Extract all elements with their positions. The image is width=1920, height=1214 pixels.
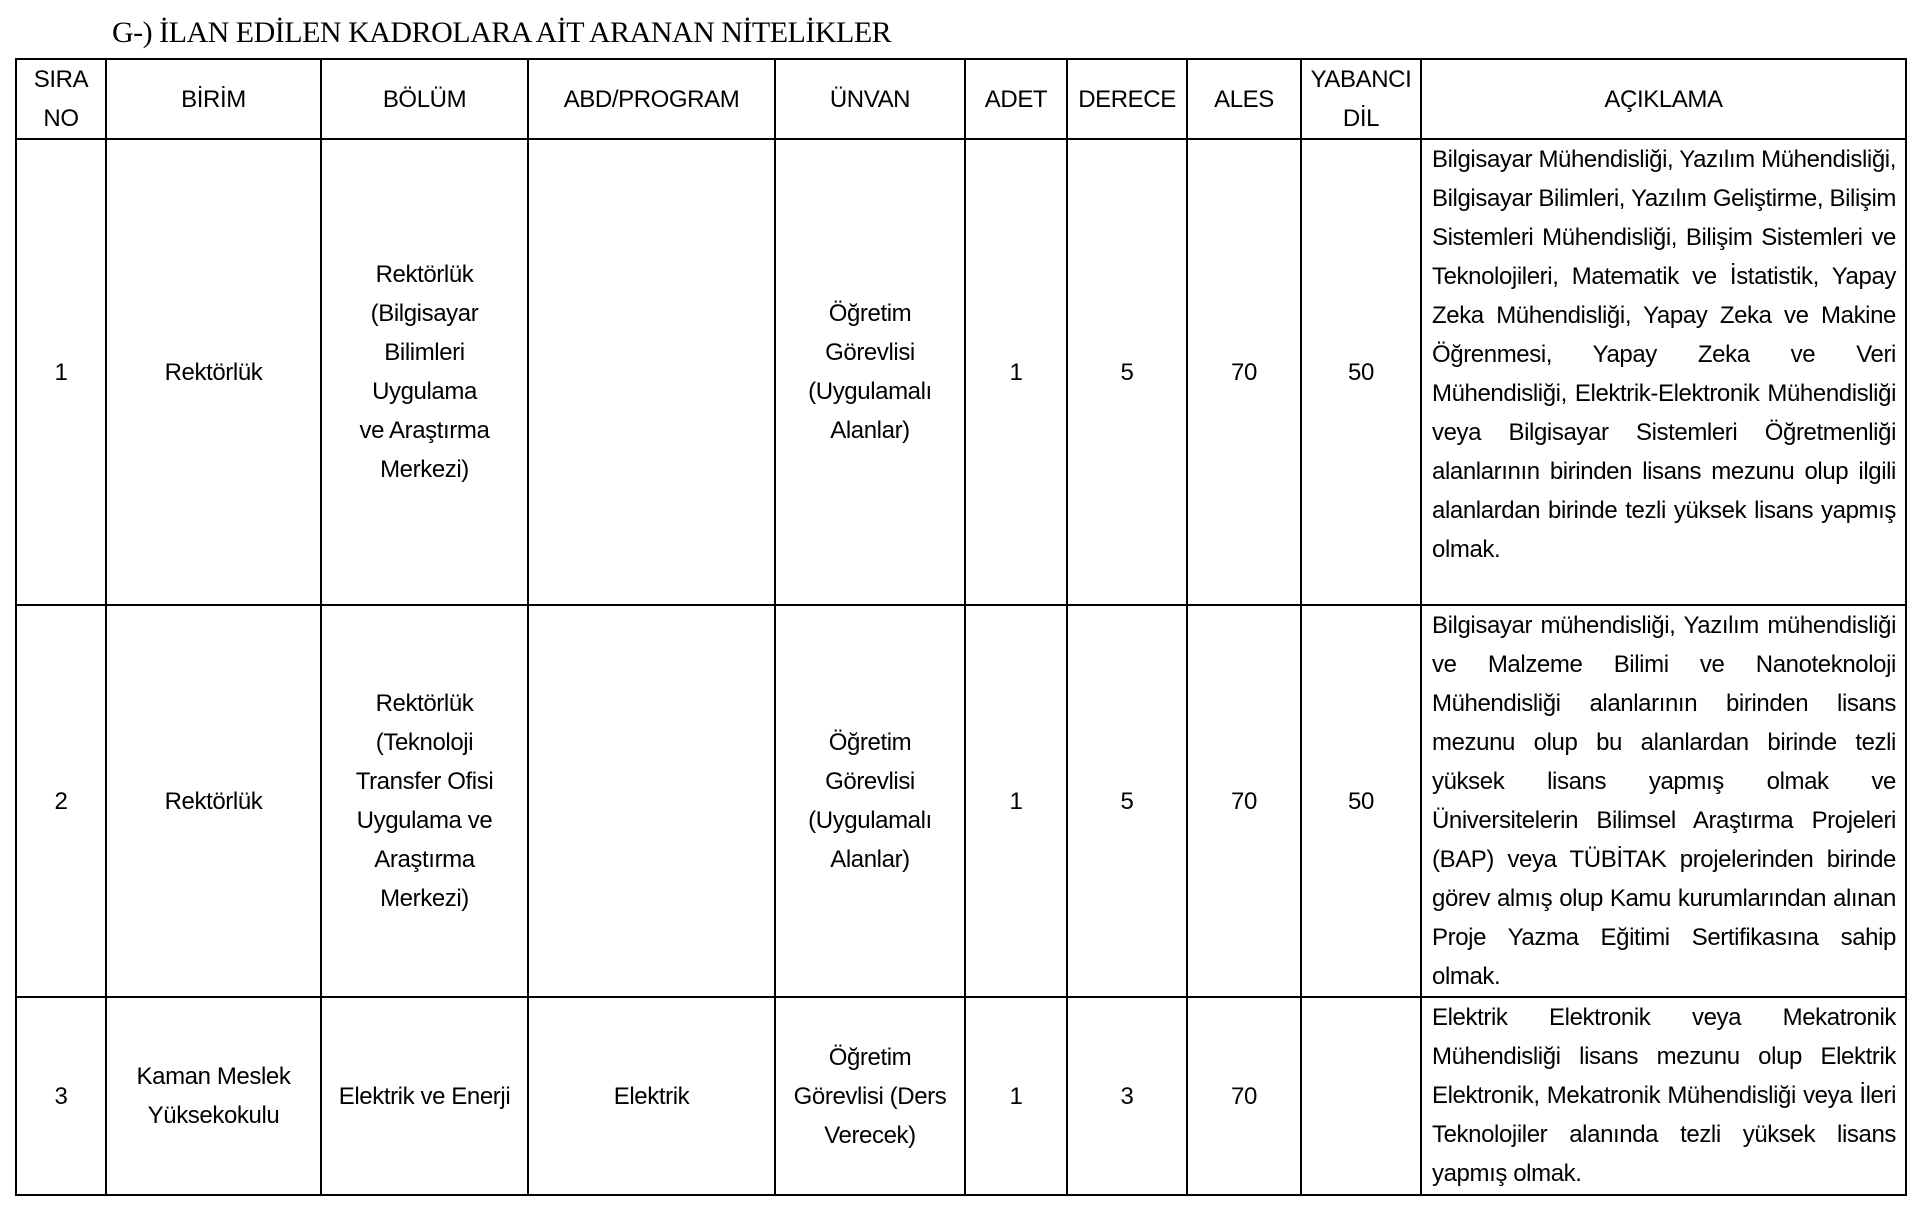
header-sira-no: SIRA NO (16, 59, 106, 139)
cell-aciklama: Bilgisayar mühendisliği, Yazılım mühendisliği ve Malzeme Bilimi ve Nanoteknoloji Mühendisliği alanlarının birinden lisans mezunu olup bu alanlardan birinde tezli yüksek lisans yapmış olmak ve Üniversitelerin Bilimsel Araştırma Projeleri (BAP) veya TÜBİTAK projelerinden birinde görev almış olup Kamu kurumlarından alınan Proje Yazma Eğitimi Sertifikasına sahip olmak. (1421, 605, 1906, 997)
cell-adet: 1 (965, 997, 1067, 1195)
table-row (16, 139, 1906, 605)
cell-sira-no: 1 (16, 139, 106, 605)
cell-unvan: Öğretim Görevlisi (Uygulamalı Alanlar) (775, 139, 965, 605)
header-abd-program: ABD/PROGRAM (528, 59, 775, 139)
cell-birim: Rektörlük (106, 139, 321, 605)
cell-abd-program: Elektrik (528, 997, 775, 1195)
cell-derece: 5 (1067, 605, 1187, 997)
cell-unvan: Öğretim Görevlisi (Ders Verecek) (775, 997, 965, 1195)
header-aciklama: AÇIKLAMA (1421, 59, 1906, 139)
positions-table (15, 58, 1907, 1196)
cell-aciklama: Bilgisayar Mühendisliği, Yazılım Mühendisliği, Bilgisayar Bilimleri, Yazılım Geliştirme, Bilişim Sistemleri Mühendisliği, Bilişim Sistemleri ve Teknolojileri, Matematik ve İstatistik, Yapay Zeka Mühendisliği, Yapay Zeka ve Makine Öğrenmesi, Yapay Zeka ve Veri Mühendisliği, Elektrik-Elektronik Mühendisliği veya Bilgisayar Sistemleri Öğretmenliği alanlarının birinden lisans mezunu olup ilgili alanlardan birinde tezli yüksek lisans yapmış olmak. (1421, 139, 1906, 605)
cell-yabanci-dil: 50 (1301, 605, 1421, 997)
cell-ales: 70 (1187, 997, 1301, 1195)
cell-ales: 70 (1187, 605, 1301, 997)
cell-adet: 1 (965, 139, 1067, 605)
cell-derece: 3 (1067, 997, 1187, 1195)
cell-abd-program (528, 605, 775, 997)
header-bolum: BÖLÜM (321, 59, 528, 139)
cell-yabanci-dil (1301, 997, 1421, 1195)
header-adet: ADET (965, 59, 1067, 139)
cell-bolum: Rektörlük (Bilgisayar Bilimleri Uygulama ve Araştırma Merkezi) (321, 139, 528, 605)
header-birim: BİRİM (106, 59, 321, 139)
cell-abd-program (528, 139, 775, 605)
header-unvan: ÜNVAN (775, 59, 965, 139)
cell-sira-no: 3 (16, 997, 106, 1195)
cell-yabanci-dil: 50 (1301, 139, 1421, 605)
cell-ales: 70 (1187, 139, 1301, 605)
header-derece: DERECE (1067, 59, 1187, 139)
cell-aciklama: Elektrik Elektronik veya Mekatronik Mühendisliği lisans mezunu olup Elektrik Elektronik, Mekatronik Mühendisliği veya İleri Teknolojiler alanında tezli yüksek lisans yapmış olmak. (1421, 997, 1906, 1195)
cell-adet: 1 (965, 605, 1067, 997)
cell-derece: 5 (1067, 139, 1187, 605)
cell-unvan: Öğretim Görevlisi (Uygulamalı Alanlar) (775, 605, 965, 997)
cell-bolum: Elektrik ve Enerji (321, 997, 528, 1195)
cell-bolum: Rektörlük (Teknoloji Transfer Ofisi Uygulama ve Araştırma Merkezi) (321, 605, 528, 997)
table-row (16, 605, 1906, 997)
table-row (16, 997, 1906, 1195)
cell-sira-no: 2 (16, 605, 106, 997)
cell-birim: Kaman Meslek Yüksekokulu (106, 997, 321, 1195)
table-header-row (16, 59, 1906, 139)
header-yabanci-dil: YABANCI DİL (1301, 59, 1421, 139)
header-ales: ALES (1187, 59, 1301, 139)
cell-birim: Rektörlük (106, 605, 321, 997)
document-title: G-) İLAN EDİLEN KADROLARA AİT ARANAN NİTELİKLER (112, 16, 892, 49)
